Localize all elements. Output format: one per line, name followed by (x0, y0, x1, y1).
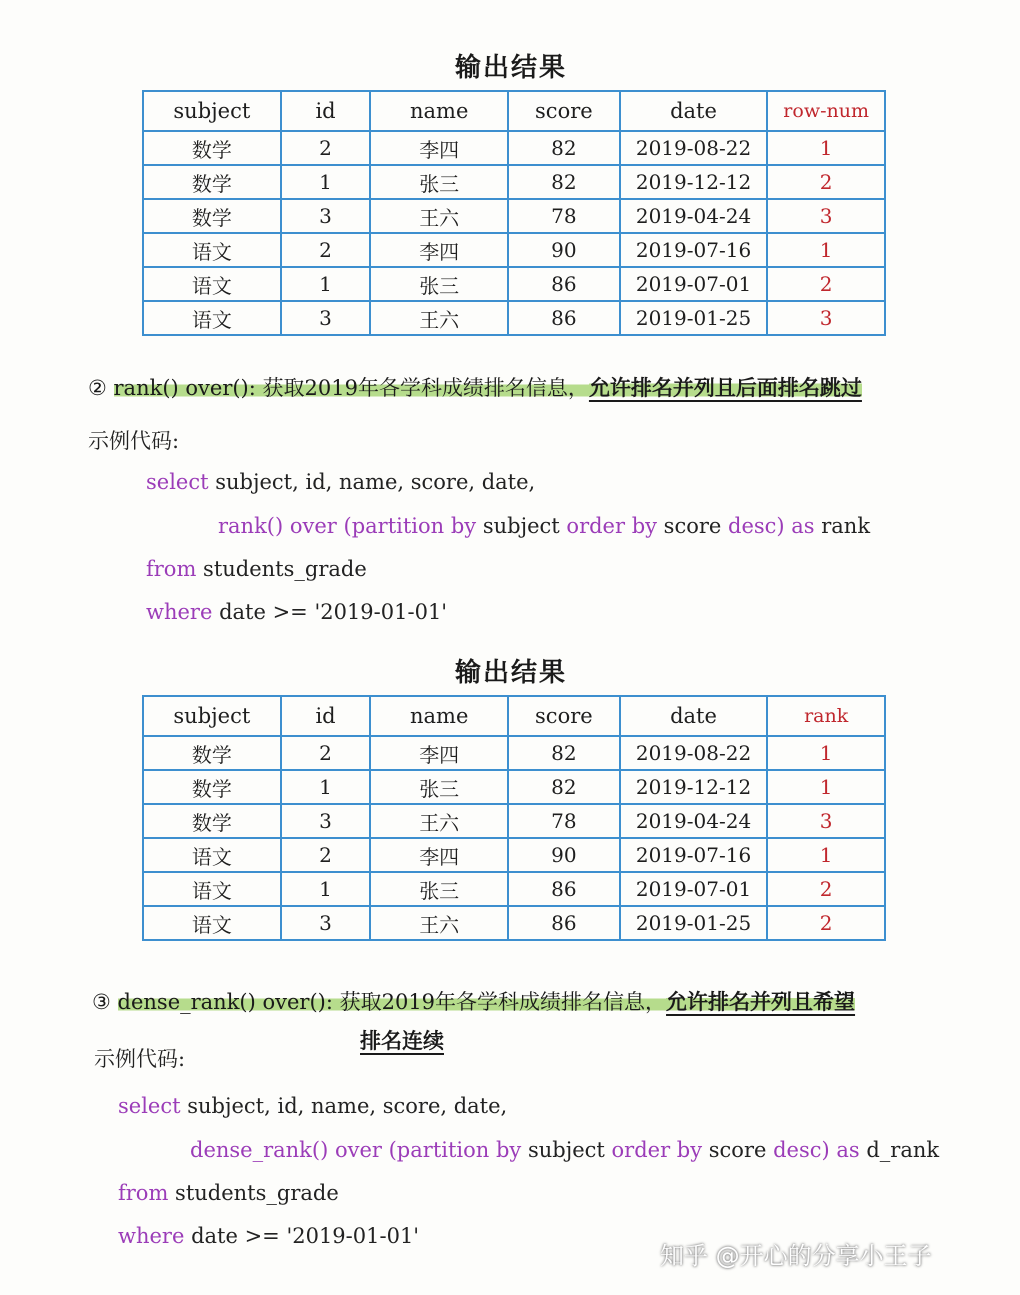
table-cell: 2019-12-12 (620, 770, 768, 804)
table-cell: 2019-01-25 (620, 906, 768, 940)
table-cell: 王六 (370, 804, 508, 838)
table-cell: 2 (281, 131, 371, 165)
table-cell: 3 (281, 301, 371, 335)
table-cell: 3 (767, 301, 885, 335)
table-cell: 李四 (370, 233, 508, 267)
code-keyword: dense_rank() over (partition by (190, 1138, 522, 1162)
table-header-row (143, 91, 885, 131)
code-line-4 (146, 600, 447, 624)
column-header-date: date (620, 696, 768, 736)
table-cell: 90 (508, 233, 620, 267)
table-cell: 数学 (143, 131, 281, 165)
section-heading-underline: 允许排名并列且希望 (666, 989, 856, 1014)
result-table-2 (142, 695, 886, 941)
code-keyword: rank() over (partition by (218, 514, 477, 538)
section-heading-highlight: dense_rank() over(): 获取2019年各学科成绩排名信息， (117, 990, 667, 1014)
table-header-row (143, 696, 885, 736)
table-row (143, 301, 885, 335)
section-heading-underline-2: 排名连续 (360, 1028, 444, 1053)
table-cell: 2019-07-01 (620, 872, 768, 906)
code-keyword: desc) as (773, 1138, 860, 1162)
table-cell: 语文 (143, 267, 281, 301)
code-line-2 (218, 514, 870, 538)
table-cell: 1 (281, 165, 371, 199)
code-text: students_grade (168, 1181, 339, 1205)
table-cell: 数学 (143, 770, 281, 804)
table-cell: 2019-12-12 (620, 165, 768, 199)
table-cell: 1 (767, 233, 885, 267)
code-line-2 (190, 1138, 939, 1162)
table-cell: 86 (508, 906, 620, 940)
section-heading-underline: 允许排名并列且后面排名跳过 (588, 375, 862, 400)
table-cell: 78 (508, 199, 620, 233)
table-cell: 王六 (370, 301, 508, 335)
code-text: date >= '2019-01-01' (212, 600, 448, 624)
code-keyword: order by (611, 1138, 703, 1162)
column-header-date: date (620, 91, 768, 131)
watermark: 知乎 @开心的分享小王子 (660, 1242, 932, 1270)
table-cell: 1 (281, 267, 371, 301)
column-header-name: name (370, 696, 508, 736)
table-cell: 语文 (143, 233, 281, 267)
code-keyword: select (118, 1094, 181, 1118)
section-3-heading (92, 986, 855, 1016)
table-cell: 2019-04-24 (620, 804, 768, 838)
column-header-name: name (370, 91, 508, 131)
code-keyword: from (118, 1181, 169, 1205)
table-cell: 2019-08-22 (620, 736, 768, 770)
table-cell: 2019-07-16 (620, 233, 768, 267)
code-keyword: where (118, 1224, 185, 1248)
table-cell: 82 (508, 736, 620, 770)
result-title-1: 输出结果 (455, 53, 568, 83)
table-row (143, 906, 885, 940)
column-header-id: id (281, 91, 371, 131)
column-header-score: score (508, 91, 620, 131)
table-cell: 张三 (370, 165, 508, 199)
column-header-row-num: row-num (767, 91, 885, 131)
result-table-1 (142, 90, 886, 336)
table-cell: 李四 (370, 838, 508, 872)
code-keyword: select (146, 470, 209, 494)
table-cell: 2019-01-25 (620, 301, 768, 335)
table-cell: 语文 (143, 301, 281, 335)
column-header-score: score (508, 696, 620, 736)
code-text: subject, id, name, score, date, (180, 1094, 508, 1118)
section-marker: ② (88, 376, 107, 400)
table-cell: 1 (767, 736, 885, 770)
table-cell: 数学 (143, 199, 281, 233)
table-cell: 3 (281, 906, 371, 940)
table-row (143, 165, 885, 199)
table-cell: 86 (508, 267, 620, 301)
table-row (143, 804, 885, 838)
table-row (143, 736, 885, 770)
code-keyword: where (146, 600, 213, 624)
table-cell: 90 (508, 838, 620, 872)
section-2-heading (88, 372, 862, 402)
table-cell: 78 (508, 804, 620, 838)
code-text: subject (521, 1138, 612, 1162)
table-cell: 2 (767, 872, 885, 906)
code-text: d_rank (859, 1138, 940, 1162)
table-cell: 语文 (143, 838, 281, 872)
table-row (143, 233, 885, 267)
table-cell: 张三 (370, 770, 508, 804)
section-heading-highlight: rank() over(): 获取2019年各学科成绩排名信息， (113, 376, 589, 400)
table-cell: 语文 (143, 906, 281, 940)
table-cell: 82 (508, 165, 620, 199)
code-line-4 (118, 1224, 419, 1248)
column-header-subject: subject (143, 696, 281, 736)
table-cell: 数学 (143, 736, 281, 770)
section-marker: ③ (92, 990, 111, 1014)
table-cell: 86 (508, 301, 620, 335)
table-cell: 82 (508, 131, 620, 165)
code-text: students_grade (196, 557, 367, 581)
code-text: subject, id, name, score, date, (208, 470, 536, 494)
table-cell: 张三 (370, 872, 508, 906)
table-cell: 1 (281, 872, 371, 906)
table-cell: 3 (281, 804, 371, 838)
code-keyword: from (146, 557, 197, 581)
section-3-heading-cont (360, 1025, 444, 1055)
table-cell: 2 (767, 267, 885, 301)
code-text: subject (476, 514, 567, 538)
table-cell: 86 (508, 872, 620, 906)
table-cell: 语文 (143, 872, 281, 906)
code-text: date >= '2019-01-01' (184, 1224, 420, 1248)
table-cell: 3 (767, 804, 885, 838)
code-keyword: desc) as (728, 514, 815, 538)
table-cell: 2 (281, 233, 371, 267)
example-label: 示例代码: (88, 429, 180, 453)
code-line-3 (118, 1181, 339, 1205)
table-cell: 李四 (370, 736, 508, 770)
table-cell: 3 (281, 199, 371, 233)
table-cell: 数学 (143, 804, 281, 838)
table-cell: 82 (508, 770, 620, 804)
table-cell: 2 (281, 736, 371, 770)
code-keyword: order by (566, 514, 657, 538)
table-cell: 3 (767, 199, 885, 233)
table-row (143, 267, 885, 301)
table-cell: 1 (281, 770, 371, 804)
table-cell: 王六 (370, 906, 508, 940)
table-row (143, 199, 885, 233)
example-label: 示例代码: (94, 1047, 186, 1071)
column-header-subject: subject (143, 91, 281, 131)
table-row (143, 131, 885, 165)
column-header-rank: rank (767, 696, 885, 736)
table-cell: 2019-07-01 (620, 267, 768, 301)
code-text: score (657, 514, 728, 538)
table-cell: 王六 (370, 199, 508, 233)
code-line-1 (146, 470, 535, 494)
table-cell: 张三 (370, 267, 508, 301)
code-text: rank (814, 514, 871, 538)
table-cell: 数学 (143, 165, 281, 199)
code-line-3 (146, 557, 367, 581)
table-cell: 1 (767, 131, 885, 165)
table-cell: 2 (767, 165, 885, 199)
table-cell: 李四 (370, 131, 508, 165)
table-cell: 2019-08-22 (620, 131, 768, 165)
table-row (143, 770, 885, 804)
code-text: score (702, 1138, 774, 1162)
code-line-1 (118, 1094, 507, 1118)
table-cell: 2 (767, 906, 885, 940)
result-title-2: 输出结果 (455, 658, 568, 688)
column-header-id: id (281, 696, 371, 736)
table-cell: 1 (767, 838, 885, 872)
table-cell: 2 (281, 838, 371, 872)
table-cell: 2019-07-16 (620, 838, 768, 872)
table-cell: 1 (767, 770, 885, 804)
table-row (143, 872, 885, 906)
table-cell: 2019-04-24 (620, 199, 768, 233)
table-row (143, 838, 885, 872)
